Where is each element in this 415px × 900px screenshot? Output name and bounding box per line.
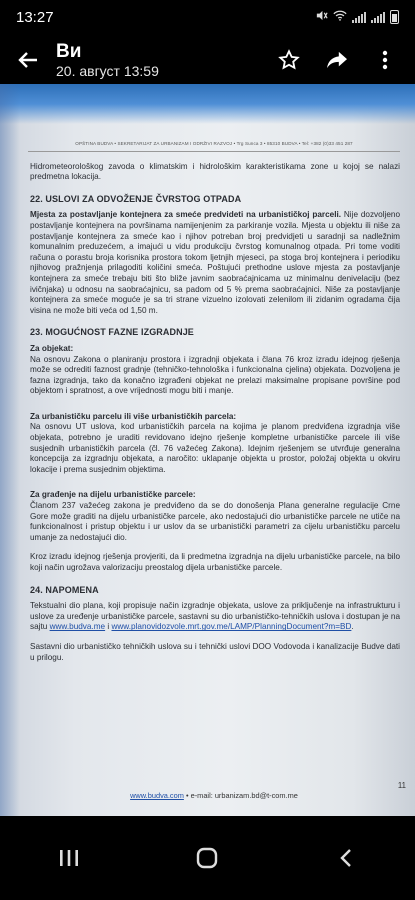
budva-link: www.budva.me xyxy=(49,622,106,632)
favorite-button[interactable] xyxy=(267,38,311,82)
home-button[interactable] xyxy=(167,828,247,888)
section-22-text: Nije dozvoljeno postavljanje kontejnera na površinama namijenjenim za parkiranje vozila. Mjesta u objektu ili niše za postavljanje kontejnera za smeće kao i njihov potreban broj predvidjeti u saradnji sa nadležnim komunalnim preduzećem, a imajući u vidu produkciju čvrstog komunalnog otpada. Pri tome voditi računa o porastu broja korisnika prostora tokom ljetnjih mjeseci, pa stoga broj kontejnera i periodiku njihovog pražnjenja prilagoditi količini smeća. Poštujući prethodne uslove mjesta za postavljanje kontejnera za smeće trebaju biti što bliže javnim saobraćajnicama uz minimalnu denivelaciju (bez ivičnjaka) u odnosu na saobraćajnicu, sa padom od 5 % prema saobraćajnici. Niše za postavljanje kontejnera za smeće moguće je sa tri strane vizuelno izolovati zelenilom ili zidanim ogradama čija visina ne može biti veća od 1,50 m. xyxy=(30,210,400,315)
signal-icon xyxy=(352,12,366,23)
document-header: OPŠTINA BUDVA • SEKRETARIJAT ZA URBANIZAM I ODRŽIVI RAZVOJ • Trg Sunca 3 • 85310 BUDVA • Tel: +382 (0)33 451 287 xyxy=(28,139,400,152)
header-actions xyxy=(267,38,415,82)
more-vertical-icon xyxy=(382,50,388,70)
signal-icon-2 xyxy=(371,12,385,23)
section-24-paragraph-2: Sastavni dio urbanističko tehničkih uslova su i tehnički uslovi DOO Vodovoda i kanalizacije Budve dati u prilogu. xyxy=(30,641,400,662)
footer-website: www.budva.com xyxy=(130,791,184,800)
message-date: 20. август 13:59 xyxy=(56,62,159,79)
sender-name: Ви xyxy=(56,41,82,63)
section-24-paragraph xyxy=(30,601,400,633)
back-nav-button[interactable] xyxy=(306,828,386,888)
app-bar xyxy=(0,34,415,86)
subsection-objekat-title: Za objekat: xyxy=(30,343,74,353)
back-button[interactable] xyxy=(0,34,56,86)
header-titles xyxy=(56,41,267,79)
section-24-text: Tekstualni dio plana, koji propisuje način izgradnje objekata, uslove za priključenje na infrastrukturu i uslove za uređenje urbanističke parcele, sastavni su dio urbanističko-tehničkih uslova i dostupan je na sajtu xyxy=(30,601,400,632)
planning-document-link: www.planovidozvole.mrt.gov.me/LAMP/PlanningDocument?m=BD xyxy=(111,622,352,632)
subsection-objekat-text: Na osnovu Zakona o planiranju prostora i izgradnji objekata i člana 76 kroz izradu idejnog rješenja može se odrediti faznost gradnje (tehničko-tehnološka i funkcionalna cjelina) objekata. Dozvoljena je fazna izgradnja, tako da konačno izgrađeni objekat ne prelazi maksimalne propisane površine pod objektom i spratnost, a ove vrijednosti mogu biti i manje. xyxy=(30,354,400,396)
subsection-gradjenje-title: Za građenje na dijelu urbanističke parcele: xyxy=(30,490,196,500)
section-24-title: 24. NAPOMENA xyxy=(30,584,99,595)
section-22-paragraph xyxy=(30,210,400,316)
status-time: 13:27 xyxy=(16,8,54,26)
mute-icon xyxy=(315,9,328,25)
status-icons xyxy=(315,9,399,25)
star-icon xyxy=(278,49,300,71)
footer-email: • e-mail: urbanizam.bd@t-com.me xyxy=(183,791,298,800)
home-icon xyxy=(196,847,218,869)
document-page xyxy=(20,139,408,809)
navigation-bar xyxy=(0,816,415,900)
section-22-bold: Mjesta za postavljanje kontejnera za smeće predvideti na urbanističkoj parceli. xyxy=(30,210,342,220)
wifi-icon xyxy=(333,10,347,24)
forward-button[interactable] xyxy=(315,38,359,82)
share-arrow-icon xyxy=(326,50,348,70)
chevron-left-icon xyxy=(340,848,352,868)
section-24-end: . xyxy=(351,622,354,632)
recent-apps-button[interactable] xyxy=(29,828,109,888)
arrow-left-icon xyxy=(18,51,38,69)
section-23-title: 23. MOGUĆNOST FAZNE IZGRADNJE xyxy=(30,327,194,338)
link-separator: i xyxy=(105,622,112,632)
recent-apps-icon xyxy=(59,849,79,867)
status-bar xyxy=(0,0,415,34)
page-number: 11 xyxy=(397,781,406,790)
document-photo[interactable] xyxy=(0,84,415,816)
intro-paragraph: Hidrometeorološkog zavoda o klimatskim i hidrološkim karakteristikama zone u kojoj se nalazi predmetna lokacija. xyxy=(30,161,400,182)
section-22-title: 22. USLOVI ZA ODVOŽENJE ČVRSTOG OTPADA xyxy=(30,193,242,204)
subsection-gradjenje-text: Članom 237 važećeg zakona je predviđeno da se do donošenja Plana generalne regulacije Crne Gore može graditi na dijelu urbanističke parcele, ako nedostajući dio urbanističke parcele ne utiče na funkcionalnost i pristup objektu i ur uslov da se urbanistički parametri za cijelu urbanističku parcelu umanje za nedostajući dio. xyxy=(30,501,400,542)
subsection-parcela-text: Na osnovu UT uslova, kod urbanističkih parcela na kojima je planom predviđena izgradnja više objekata, potrebno je uraditi revidovano idejno rješenje kompletne urbanističke parcele ili više susjednih urbanističkih parcela (čl. 76 važećeg Zakona). Idejnim rješenjem se utvrđuje generalna koncepcija za izgradnju objekata, a naročito: uklapanje objekta u prostor, položaj objekta u okviru lokacije i prema susjednim objektima. xyxy=(30,422,400,474)
document-footer xyxy=(20,791,408,802)
section-23-closing: Kroz izradu idejnog rješenja provjeriti, da li predmetna izgradnja na dijelu urbanističke parcele, na bilo koji način ugrožava valorizaciju preostalog dijela urbanističke parcele. xyxy=(30,552,400,572)
more-options-button[interactable] xyxy=(363,38,407,82)
subsection-parcela-title: Za urbanističku parcelu ili više urbanističkih parcela: xyxy=(30,411,237,421)
battery-icon xyxy=(390,10,399,24)
